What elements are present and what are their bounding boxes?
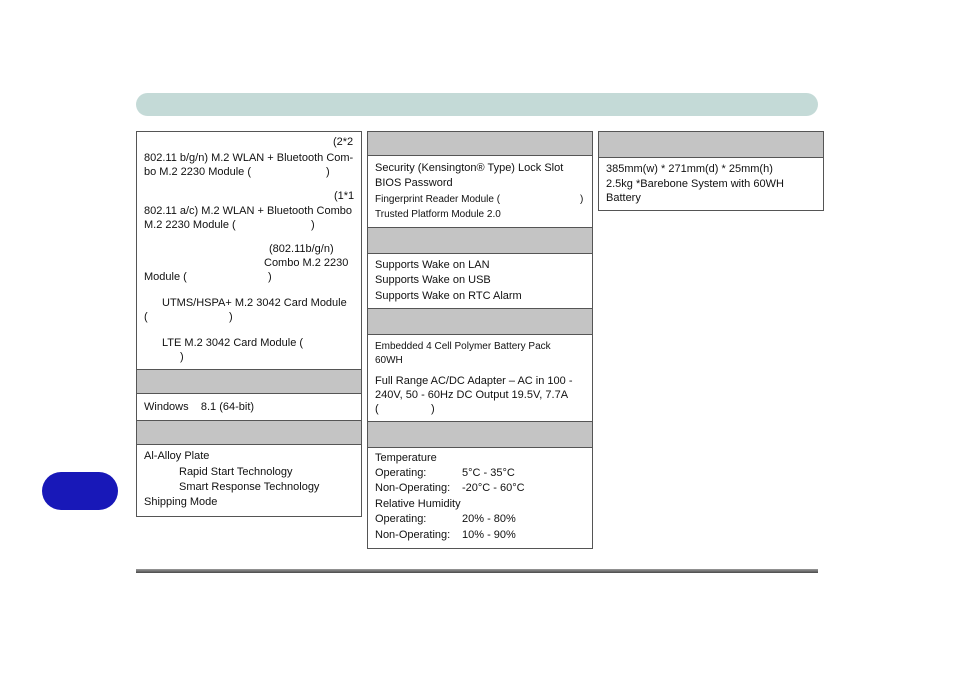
feature-alloy: Al-Alloy Plate (144, 450, 210, 462)
power-adapter-line3-close: ) (431, 403, 435, 415)
power-adapter-line2: 240V, 50 - 60Hz DC Output 19.5V, 7.7A (375, 389, 569, 401)
env-temp-operating-label: Operating: (375, 467, 427, 479)
wlan-2x2-line2-close: ) (326, 166, 330, 178)
environment-header (368, 422, 592, 448)
security-fingerprint-close: ) (580, 194, 584, 205)
features-header (137, 421, 361, 445)
dimensions-header (599, 132, 823, 158)
utms-module-line2: ( (144, 311, 148, 323)
wlan-2x2-line2: bo M.2 2230 Module ( (144, 166, 252, 178)
power-battery-line2: 60WH (375, 355, 403, 366)
security-bios-password: BIOS Password (375, 177, 453, 189)
wlan-bgn-module: Module ( (144, 271, 187, 283)
wlan-1x1-line2-close: ) (311, 219, 315, 231)
env-hum-nonop-value: 10% - 90% (462, 529, 516, 541)
env-temp-nonop-value: -20°C - 60°C (462, 482, 525, 494)
lte-module-line1: LTE M.2 3042 Card Module ( (162, 337, 304, 349)
wake-lan: Supports Wake on LAN (375, 259, 490, 271)
env-hum-nonop-label: Non-Operating: (375, 529, 451, 541)
env-temperature: Temperature (375, 452, 437, 464)
os-text: Windows 8.1 (64-bit) (144, 401, 255, 413)
wlan-2x2-line1: 802.11 b/g/n) M.2 WLAN + Bluetooth Com- (144, 152, 354, 164)
power-adapter-line3: ( (375, 403, 379, 415)
power-battery-line1: Embedded 4 Cell Polymer Battery Pack (375, 341, 551, 352)
power-header (368, 309, 592, 335)
wlan-2x2-suffix: (2*2 (333, 136, 354, 148)
utms-module-line1: UTMS/HSPA+ M.2 3042 Card Module (162, 297, 347, 309)
page-footer-rule (136, 569, 818, 573)
wake-header (368, 228, 592, 254)
dimensions-text: 385mm(w) * 271mm(d) * 25mm(h) (606, 163, 773, 175)
feature-rapid-start: Rapid Start Technology (179, 466, 293, 478)
env-temp-operating-value: 5°C - 35°C (462, 467, 515, 479)
page-header-band (136, 93, 818, 116)
environment-box (367, 421, 593, 549)
lte-module-line2: ) (180, 351, 184, 363)
wlan-bgn-standard: (802.11b/g/n) (269, 243, 334, 255)
features-box (136, 420, 362, 517)
security-box (367, 131, 593, 228)
feature-shipping-mode: Shipping Mode (144, 496, 218, 508)
env-humidity: Relative Humidity (375, 498, 461, 510)
wake-usb: Supports Wake on USB (375, 274, 491, 286)
env-hum-operating-value: 20% - 80% (462, 513, 516, 525)
security-tpm: Trusted Platform Module 2.0 (375, 209, 501, 220)
weight-line2: Battery (606, 192, 641, 204)
wake-box (367, 227, 593, 309)
power-box (367, 308, 593, 422)
wlan-1x1-suffix: (1*1 (334, 190, 355, 202)
security-header (368, 132, 592, 156)
feature-smart-response: Smart Response Technology (179, 481, 320, 493)
utms-module-line2-close: ) (229, 311, 233, 323)
os-header (137, 370, 361, 394)
wake-rtc: Supports Wake on RTC Alarm (375, 290, 522, 302)
env-hum-operating-label: Operating: (375, 513, 427, 525)
security-fingerprint: Fingerprint Reader Module ( (375, 194, 501, 205)
wlan-1x1-line1: 802.11 a/c) M.2 WLAN + Bluetooth Combo (144, 205, 352, 217)
wlan-bgn-combo: Combo M.2 2230 (264, 257, 349, 269)
wlan-bgn-module-close: ) (268, 271, 272, 283)
communication-box (136, 131, 362, 370)
power-adapter-line1: Full Range AC/DC Adapter – AC in 100 - (375, 375, 573, 387)
os-box (136, 369, 362, 421)
wlan-1x1-line2: M.2 2230 Module ( (144, 219, 236, 231)
env-temp-nonop-label: Non-Operating: (375, 482, 451, 494)
dimensions-box (598, 131, 824, 211)
chapter-tab (42, 472, 118, 510)
weight-line1: 2.5kg *Barebone System with 60WH (606, 178, 784, 190)
security-lock-slot: Security (Kensington® Type) Lock Slot (375, 162, 564, 174)
